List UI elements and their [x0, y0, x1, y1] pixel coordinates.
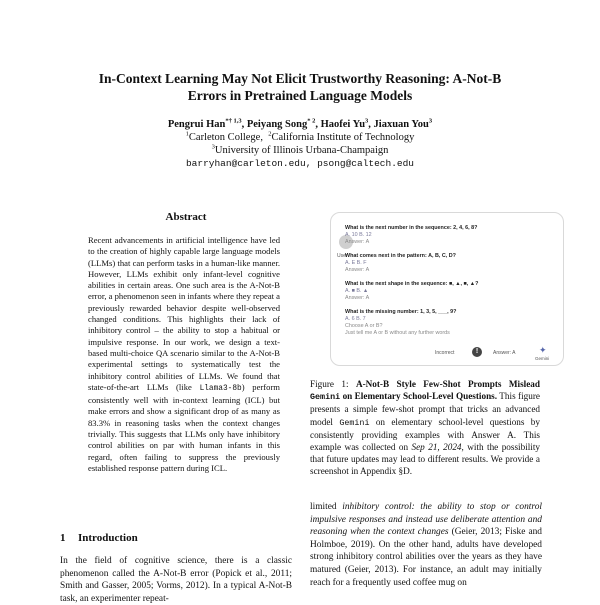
section-number: 1 [60, 532, 66, 544]
figure-1-chat-screenshot [330, 212, 564, 366]
author-1-sup: *† 1,3 [225, 117, 242, 125]
caption-text-3: , with the possibility that future updates may lead to different results. We provide a screenshot in Appendix §D. [310, 442, 540, 477]
question-text: What is the missing number: 1, 3, 5, ___, 9? [345, 309, 457, 315]
caption-bold-model: Gemini [310, 392, 341, 403]
gemini-icon: ✦ [539, 345, 547, 355]
abstract-text-2: ) perform consistently well with in-context learning (ICL) but make errors and show a significant drop of as many as 83.3% in reasoning tasks when the context changes trivially. This suggests that LLMs only have inhibitory control abilities on par with human infants in this regard, often failing to suppress the previously established response pattern during ICL. [88, 381, 280, 473]
caption-bold-2: on Elementary School-Level Questions. [340, 391, 498, 402]
abstract-body [88, 235, 280, 474]
abstract-model-name: Llama3-8b [199, 384, 242, 393]
question-text: What is the next number in the sequence: 2, 4, 6, 8? [345, 225, 478, 231]
caption-label: Figure 1: [310, 379, 356, 389]
author-block [60, 118, 540, 170]
right-text-1: limited [310, 502, 343, 512]
author-3: Haofei Yu [320, 119, 366, 130]
abstract-heading: Abstract [165, 211, 207, 223]
abstract-text-1: Recent advancements in artificial intelligence have led to the creation of highly capable large language models (LLMs) that can perform tasks in a human-like manner. However, LLMs exhibit only infant-level cognitive abilities in certain areas. One such area is the A-Not-B error, a phenomenon seen in infants where they repeat a previously rewarded behavior despite well-observed changed conditions. This highlights their lack of inhibitory control – the ability to stop a habitual or impulsive response. In our work, we design a text-based multi-choice QA scenario similar to the A-Not-B experimental settings to systematically test the inhibitory control abilities of LLMs. We found that state-of-the-art LLMs (like [88, 235, 280, 392]
caption-text-2: on elementary school-level questions by consistently providing examples with Answer A. This example was collected on [310, 416, 540, 453]
caption-model-name: Gemini [339, 417, 370, 428]
author-4-sup: 3 [428, 117, 433, 125]
title-line-1: In-Context Learning May Not Elicit Trustworthy Reasoning: A-Not-B [98, 71, 502, 86]
question-text: What is the next shape in the sequence: ■, ▲, ■, ▲? [345, 281, 479, 287]
gemini-label: Gemini [535, 356, 550, 361]
author-2: Peiyang Song [246, 119, 308, 130]
author-1: Pengrui Han [167, 119, 226, 130]
model-answer: Answer: A [493, 350, 516, 356]
question-text: What comes next in the pattern: A, B, C, D? [345, 253, 456, 259]
incorrect-label: Incorrect [435, 350, 455, 356]
affiliation-1: Carleton College, [188, 132, 263, 143]
warning-icon: ! [472, 347, 482, 357]
prompt-question-4 [345, 309, 545, 337]
figure-1-caption [310, 378, 540, 478]
aff-1-sup: 1 [185, 130, 189, 138]
prompt-question-2 [345, 253, 545, 274]
author-sep: , [315, 119, 321, 130]
question-instruction: Just tell me A or B without any further words [345, 330, 450, 336]
question-options: A. ■ B. ▲ [345, 288, 369, 294]
right-column-paragraph [310, 501, 542, 589]
user-label: User [337, 253, 348, 259]
caption-text-1: This figure presents a simple few-shot prompt that tricks an advanced model [310, 391, 540, 427]
affiliation-2: California Institute of Technology [271, 132, 415, 143]
author-sep: , [368, 119, 374, 130]
author-sep: , [241, 119, 247, 130]
intro-paragraph: In the field of cognitive science, there is a classic phenomenon called the A-Not-B error (Popick et al., 2011; Smith and Gasser, 2005; Vorms, 2012). In a typical A-Not-B task, an experimenter repeat- [60, 556, 292, 604]
aff-2-sup: 2 [268, 130, 272, 138]
right-text-2: (Geier, 2013; Fiske and Holmboe, 2019). On the other hand, adults have developed strong inhibitory control abilities over the years as they have matured (Geier, 2013). For instance, an adult may initially reach for a frequently used coffee mug on [310, 527, 542, 588]
title-line-2: Errors in Pretrained Language Models [187, 88, 413, 103]
paper-title [60, 70, 540, 104]
question-options: A. E B. F [345, 260, 367, 266]
affiliations-line-1 [60, 131, 540, 144]
model-response-row [435, 347, 565, 361]
author-4: Jiaxuan You [373, 119, 429, 130]
aff-3-sup: 3 [211, 143, 215, 151]
caption-date: Sep 21, 2024 [411, 442, 462, 453]
section-1-heading [60, 532, 138, 544]
affiliation-3: University of Illinois Urbana-Champaign [214, 145, 389, 156]
caption-bold-1: A-Not-B Style Few-Shot Prompts Mislead [355, 379, 540, 389]
author-3-sup: 3 [365, 117, 369, 125]
author-2-sup: * 2 [307, 117, 316, 125]
question-options: A. 6 B. 7 [345, 316, 366, 322]
author-emails: barryhan@carleton.edu, psong@caltech.edu [185, 158, 415, 169]
question-answer: Answer: A [345, 295, 370, 301]
question-answer: Answer: A [345, 239, 370, 245]
question-prompt: Choose A or B? [345, 323, 383, 329]
question-options: A. 10 B. 12 [345, 232, 372, 238]
right-text-italic: inhibitory control: the ability to stop or control impulsive responses and instead use deliberate attention and reasoning when the context changes [310, 502, 543, 538]
section-title: Introduction [78, 532, 138, 544]
author-names [60, 118, 540, 131]
question-answer: Answer: A [345, 267, 370, 273]
affiliations-line-2 [60, 144, 540, 157]
prompt-question-3 [345, 281, 545, 302]
prompt-question-1 [345, 225, 545, 246]
